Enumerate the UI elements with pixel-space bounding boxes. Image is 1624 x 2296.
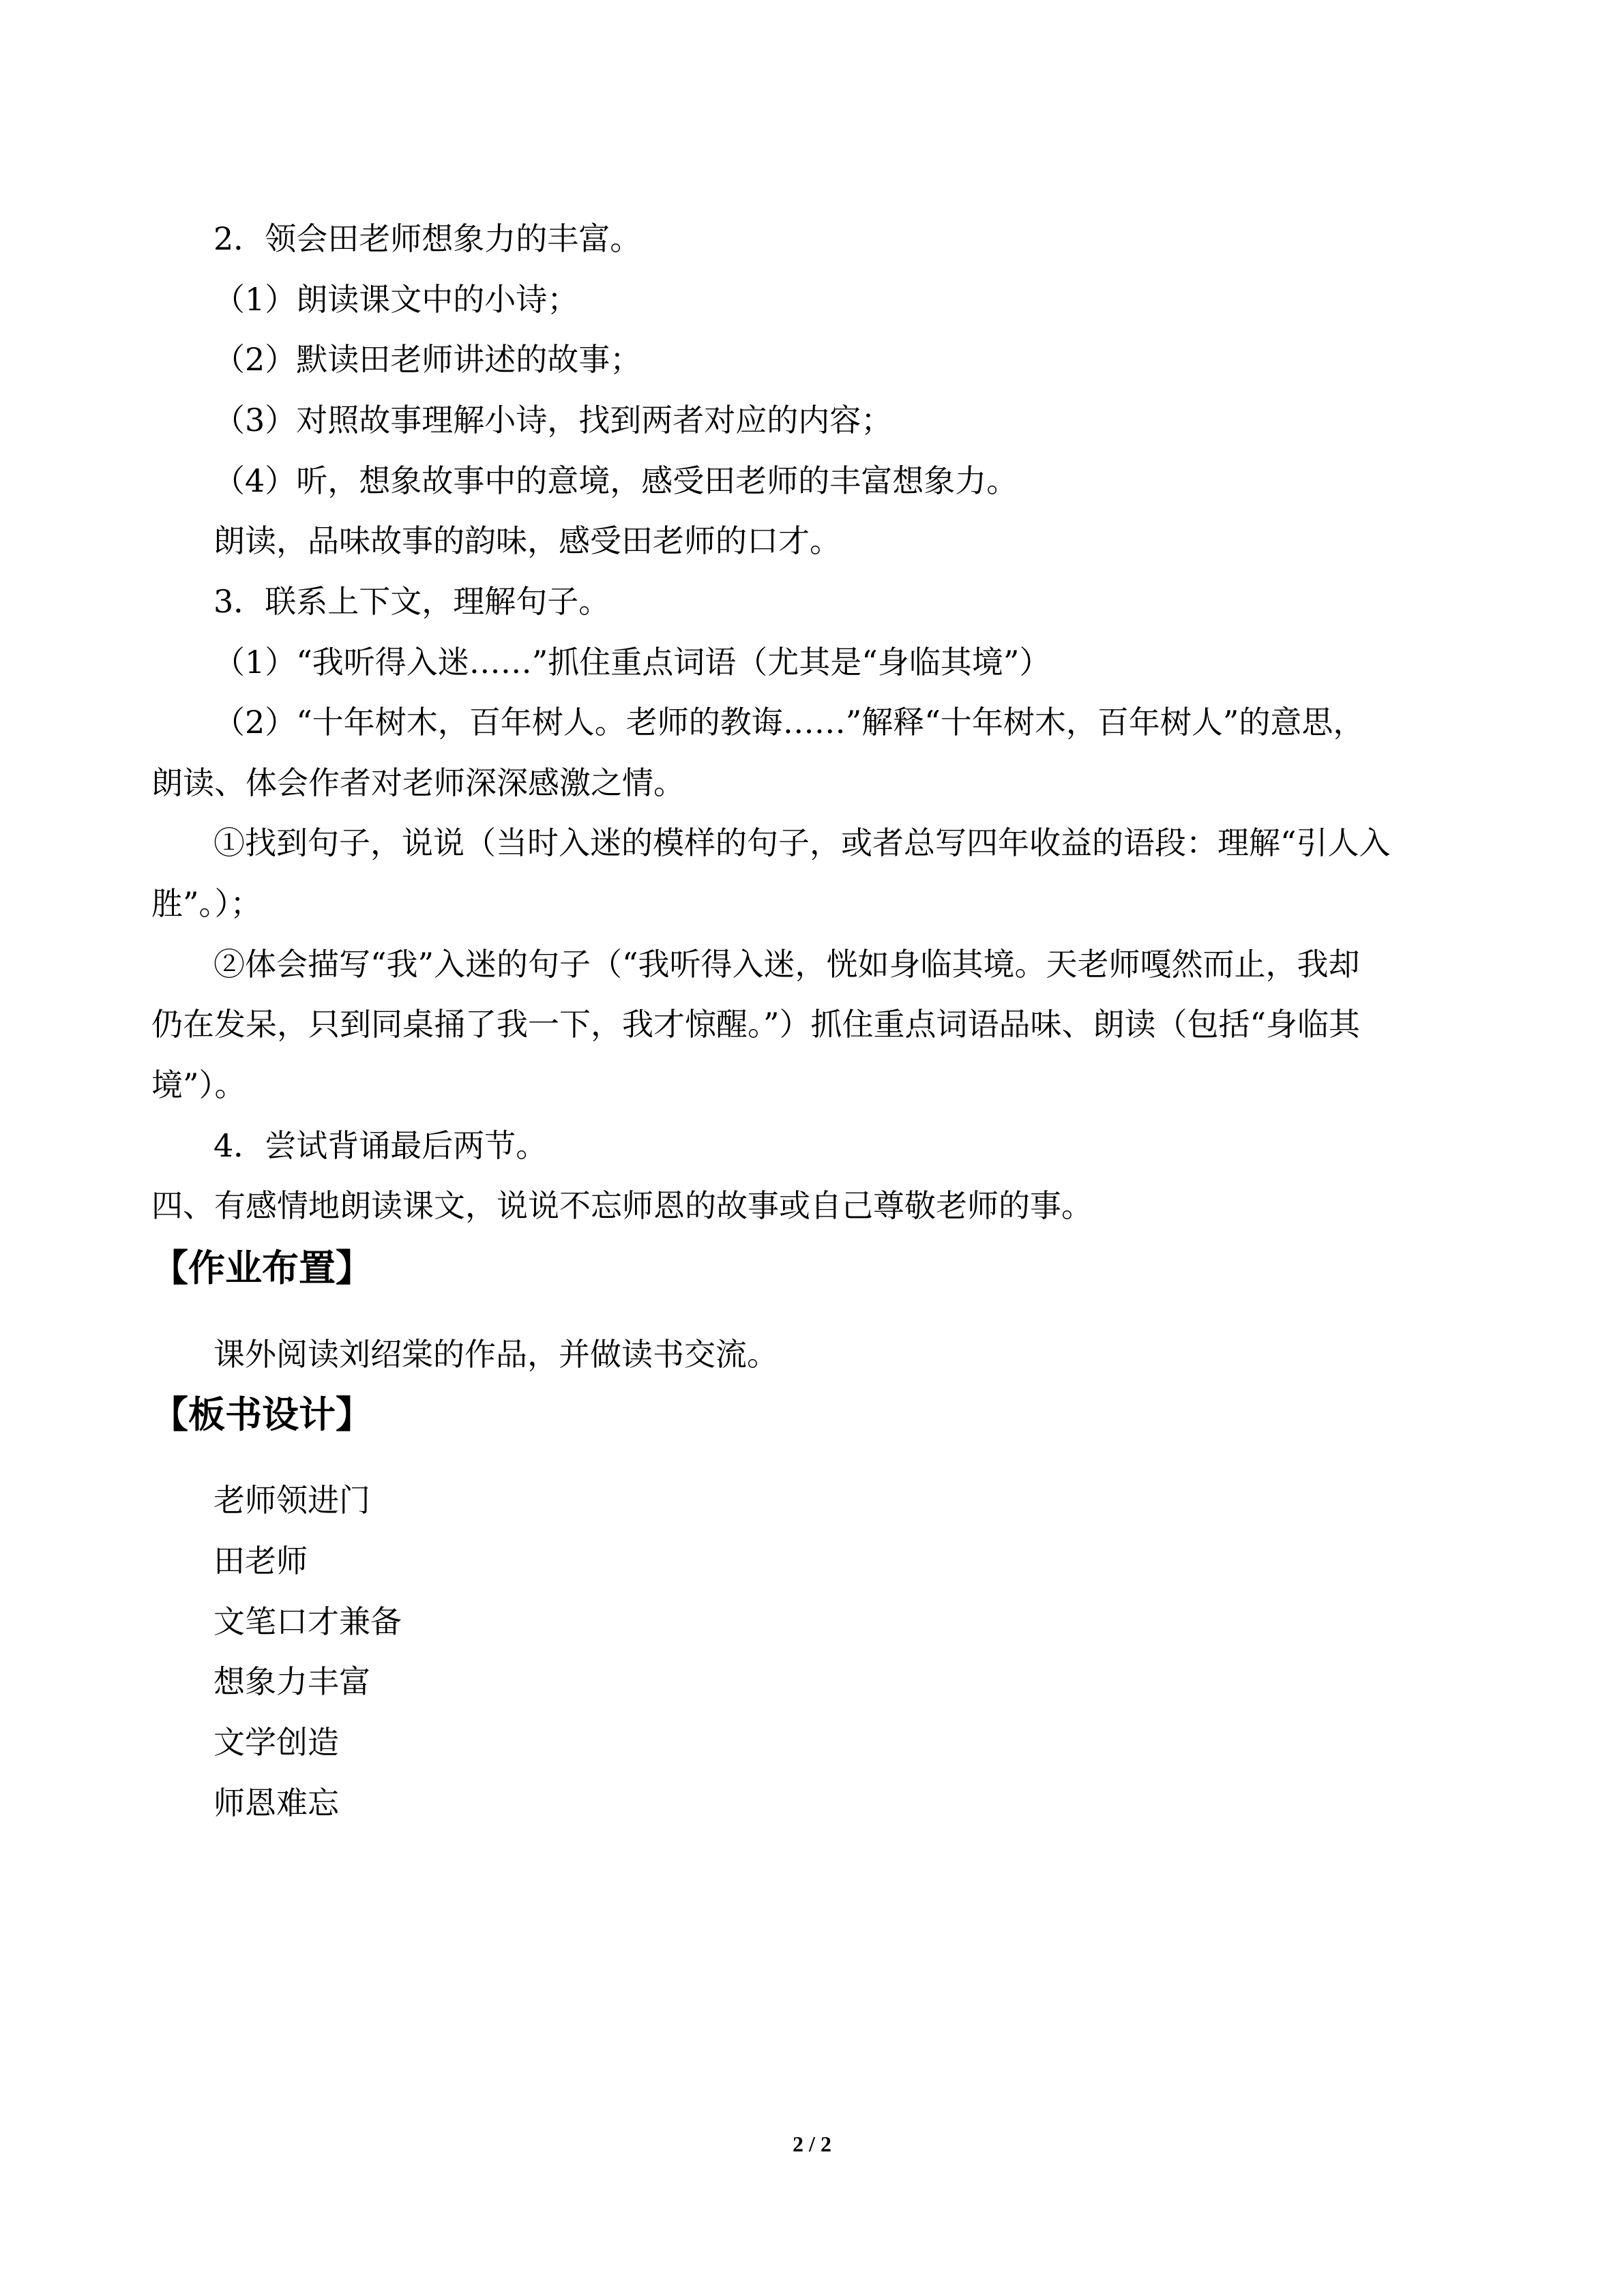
paragraph-section-4: 四、有感情地朗读课文，说说不忘师恩的故事或自己尊敬老师的事。 xyxy=(151,1187,1093,1224)
paragraph-point-4: 4．尝试背诵最后两节。 xyxy=(213,1127,548,1164)
board-item: 田老师 xyxy=(213,1542,308,1579)
paragraph-sub-4: （4）听，想象故事中的意境，感受田老师的丰富想象力。 xyxy=(213,462,1018,499)
paragraph-circled-2-line-2: 仍在发呆，只到同桌捅了我一下，我才惊醒。”）抓住重点词语品味、朗读（包括“身临其 xyxy=(151,1006,1361,1043)
paragraph-point-2: 2．领会田老师想象力的丰富。 xyxy=(213,220,642,257)
paragraph-circled-2-line-3: 境”）。 xyxy=(151,1067,246,1103)
board-item: 文笔口才兼备 xyxy=(213,1603,402,1640)
board-item: 师恩难忘 xyxy=(213,1785,339,1821)
homework-text: 课外阅读刘绍棠的作品，并做读书交流。 xyxy=(213,1336,778,1373)
paragraph-sub-3-2-line-2: 朗读、体会作者对老师深深感激之情。 xyxy=(151,764,685,801)
board-item: 老师领进门 xyxy=(213,1482,370,1519)
paragraph-point-3: 3．联系上下文，理解句子。 xyxy=(213,583,610,620)
homework-heading: 【作业布置】 xyxy=(151,1247,372,1289)
paragraph-sub-2: （2）默读田老师讲述的故事； xyxy=(213,341,642,378)
paragraph-sub-1: （1）朗读课文中的小诗； xyxy=(213,281,579,318)
paragraph-sub-3: （3）对照故事理解小诗，找到两者对应的内容； xyxy=(213,402,893,438)
paragraph-circled-1-line-2: 胜”。）； xyxy=(151,885,262,922)
board-item: 文学创造 xyxy=(213,1724,339,1761)
paragraph-circled-1-line-1: ①找到句子，说说（当时入迷的模样的句子，或者总写四年收益的语段：理解“引人入 xyxy=(213,824,1391,861)
paragraph-sub-3-1: （1）“我听得入迷……”抓住重点词语（尤其是“身临其境”） xyxy=(213,644,1051,681)
board-item: 想象力丰富 xyxy=(213,1663,370,1700)
paragraph-sub-3-2-line-1: （2）“十年树木，百年树人。老师的教诲……”解释“十年树木，百年树人”的意思， xyxy=(213,704,1365,741)
paragraph-circled-2-line-1: ②体会描写“我”入迷的句子（“我听得入迷，恍如身临其境。天老师嘎然而止，我却 xyxy=(213,946,1360,983)
paragraph-reading: 朗读，品味故事的韵味，感受田老师的口才。 xyxy=(213,522,841,559)
board-design-heading: 【板书设计】 xyxy=(151,1393,372,1436)
page-number: 2 / 2 xyxy=(793,2132,831,2156)
